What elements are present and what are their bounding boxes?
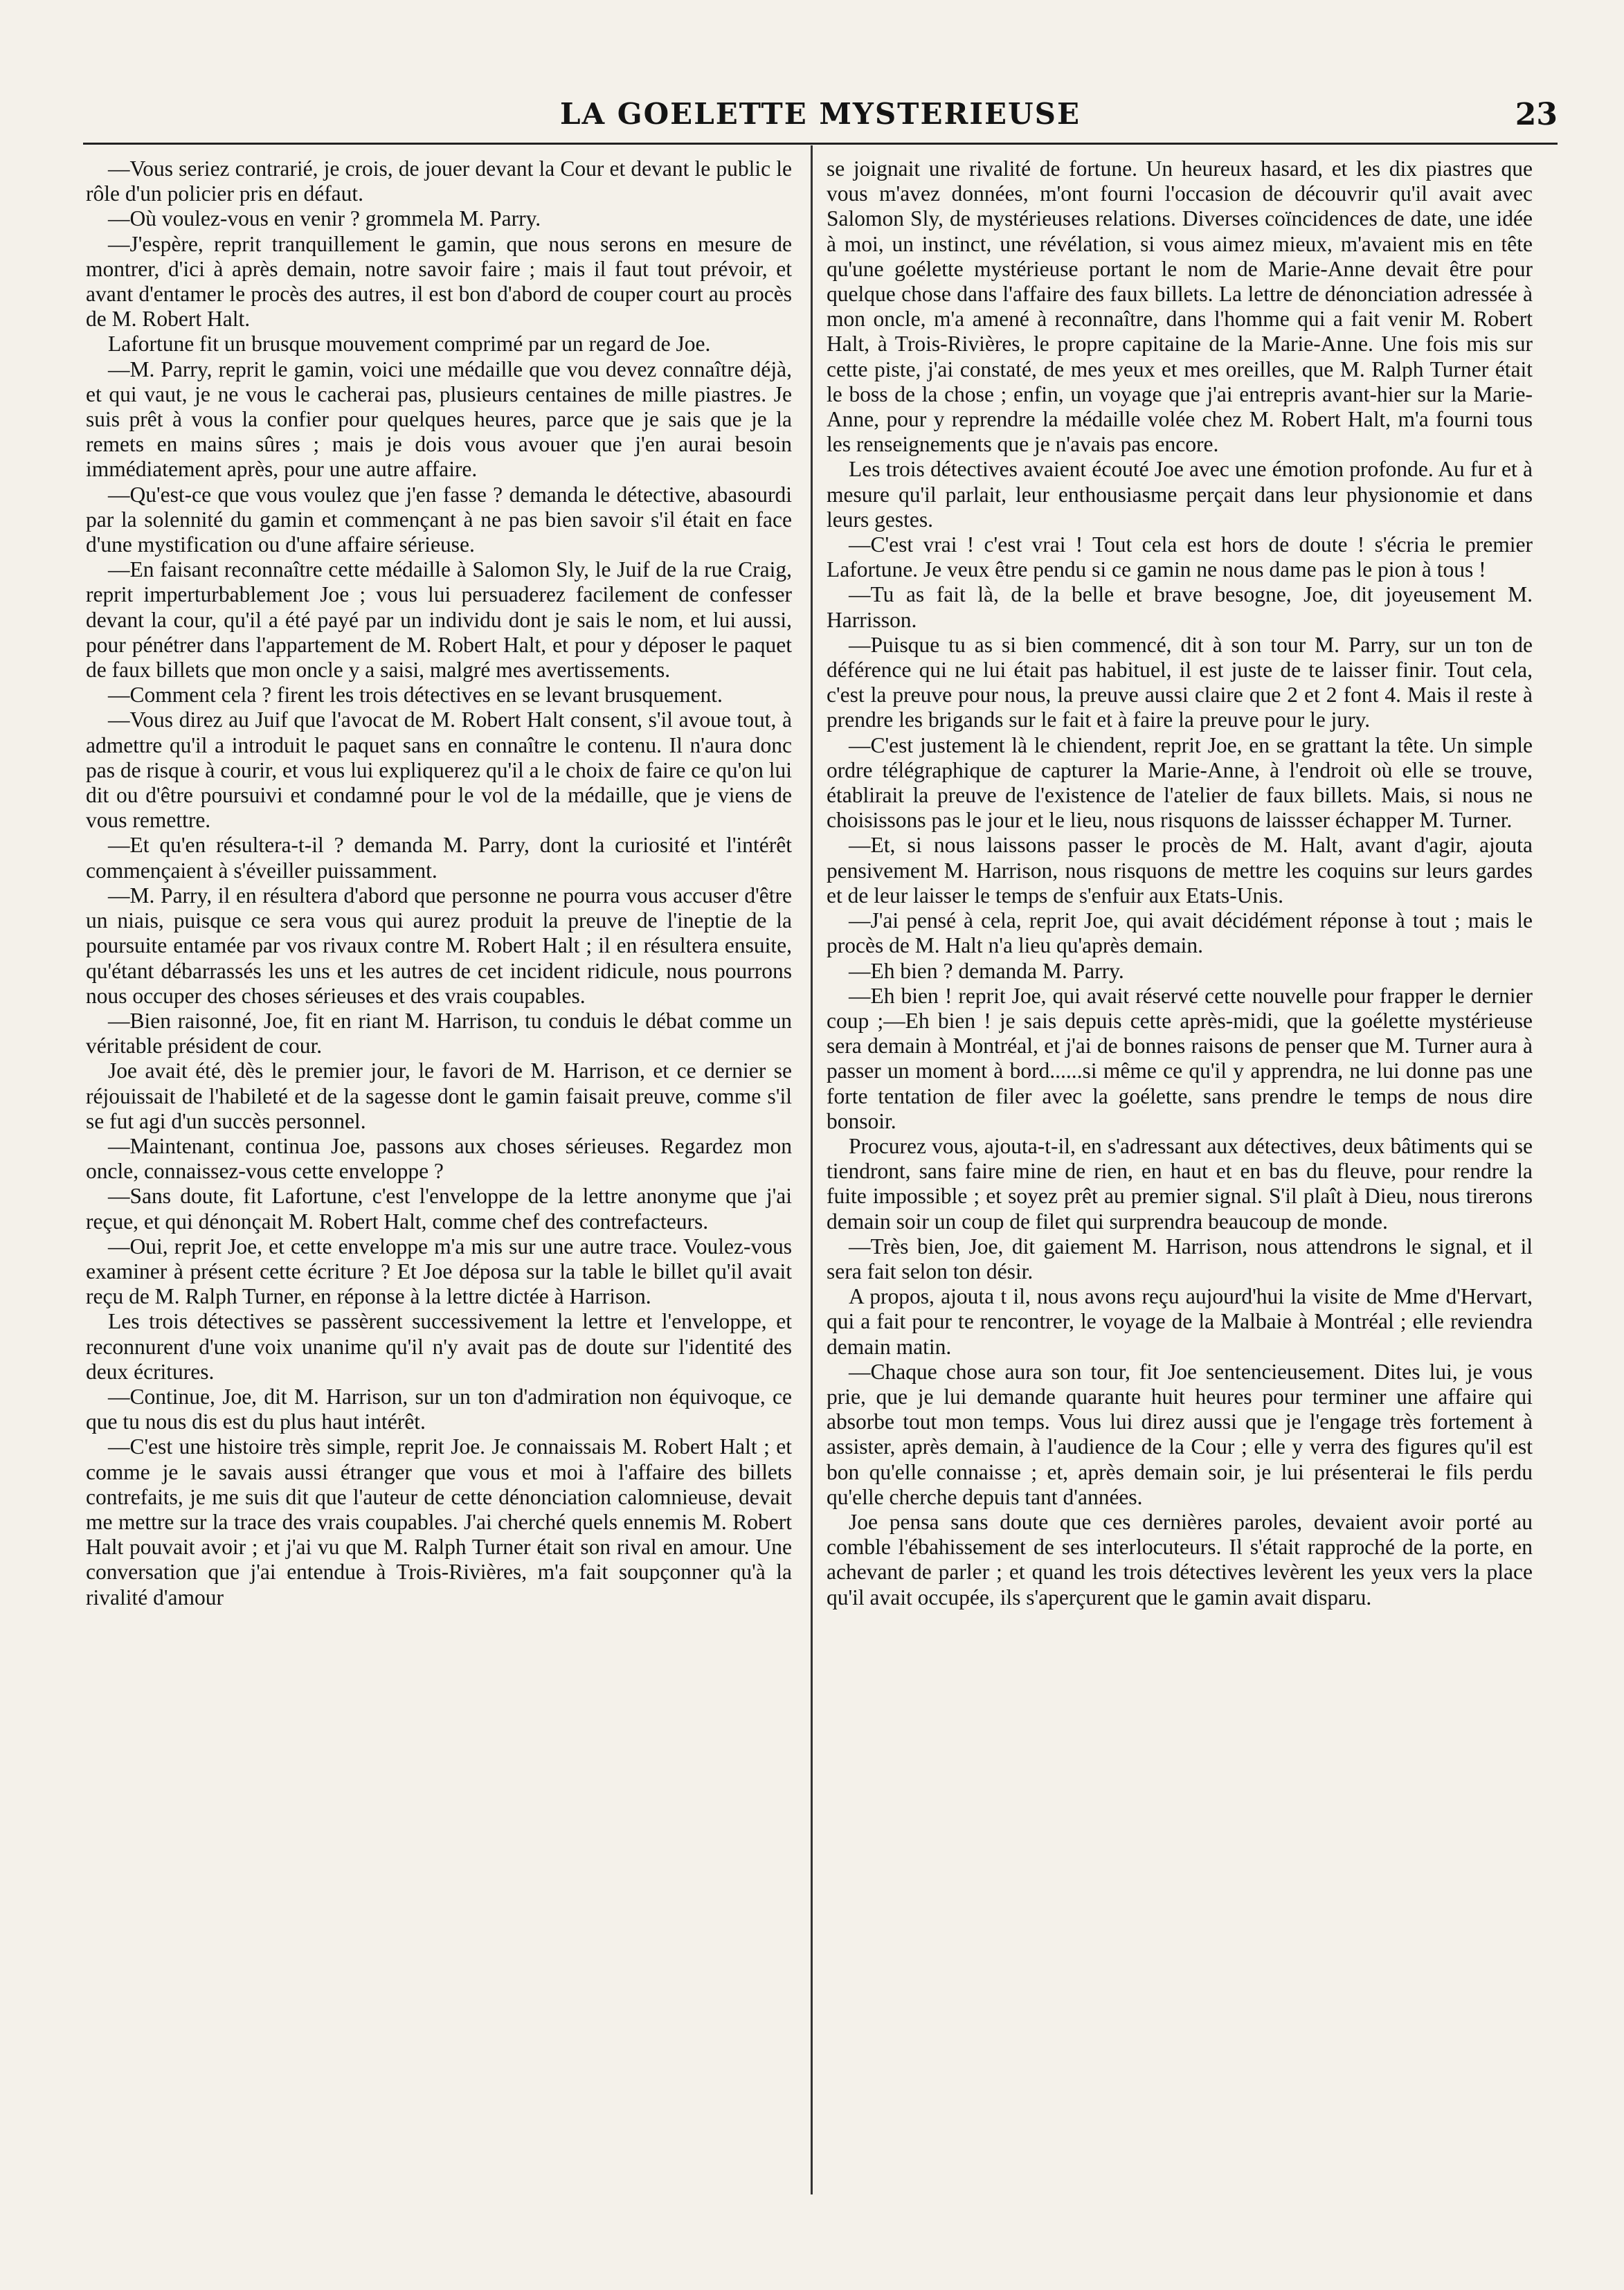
running-title: LA GOELETTE MYSTERIEUSE [559, 97, 1081, 131]
paragraph: —J'ai pensé à cela, reprit Joe, qui avait décidément réponse à tout ; mais le procès de M. Halt n'a lieu qu'après demain. [827, 908, 1533, 958]
paragraph: —M. Parry, reprit le gamin, voici une médaille que vou devez connaître déjà, et qui vaut, je ne vous le cacherai pas, plusieurs centaines de mille piastres. Je suis prêt à vous la confier pour quelques heures, parce que je sais que je la remets en mains sûres ; mais je dois vous avouer que j'en aurai besoin immédiatement après, pour une autre affaire. [86, 357, 792, 482]
paragraph: —Comment cela ? firent les trois détectives en se levant brusquement. [108, 683, 723, 707]
paragraph: —C'est vrai ! c'est vrai ! Tout cela est hors de doute ! s'écria le premier Lafortune. Je veux être pendu si ce gamin ne nous dame pas le pion à tous ! [827, 532, 1533, 582]
paragraph: —C'est une histoire très simple, reprit Joe. Je connaissais M. Robert Halt ; et comme je le savais aussi étranger que vous et moi à l'affaire des billets contrefaits, je me suis dit que l'auteur de cette dénonciation calomnieuse, devait me mettre sur la trace des vrais coupables. J'ai cherché quels ennemis M. Robert Halt pouvait avoir ; et j'ai vu que M. Ralph Turner était son rival en amour. Une conversation que j'ai entendue à Trois-Rivières, m'a fait soupçonner qu'à la rivalité d'amour [86, 1434, 792, 1610]
header-rule [83, 143, 1558, 145]
paragraph: Joe pensa sans doute que ces dernières paroles, devaient avoir porté au comble l'ébahissement de ses interlocuteurs. Il s'était rapproché de la porte, en achevant de parler ; et quand les trois détectives levèrent les yeux vers la place qu'il avait occupée, ils s'aperçurent que le gamin avait disparu. [827, 1509, 1533, 1610]
paragraph: —J'espère, reprit tranquillement le gamin, que nous serons en mesure de montrer, d'ici à après demain, notre savoir faire ; mais il faut tout prévoir, et avant d'entamer le procès des autres, il est bon d'abord de couper court au procès de M. Robert Halt. [86, 231, 792, 332]
left-column [86, 156, 792, 2199]
paragraph: —Puisque tu as si bien commencé, dit à son tour M. Parry, sur un ton de déférence qui ne lui était pas habituel, il est juste de te laisser finir. Tout cela, c'est la preuve pour nous, la preuve aussi claire que 2 et 2 font 4. Mais il reste à prendre les brigands sur le fait et à faire la preuve pour le jury. [827, 632, 1533, 732]
paragraph: Joe avait été, dès le premier jour, le favori de M. Harrison, et ce dernier se réjouissait de l'habileté et de la sagesse dont le gamin faisait preuve, comme s'il se fut agi d'un succès personnel. [86, 1058, 792, 1133]
paragraph: —Vous direz au Juif que l'avocat de M. Robert Halt consent, s'il avoue tout, à admettre qu'il a introduit le paquet sans en connaître le contenu. Il n'aura donc pas de risque à courir, et vous lui expliquerez qu'il a le choix de faire ce qu'on lui dit ou d'être poursuivi et condamné pour le vol de la médaille, que je viens de vous remettre. [86, 707, 792, 833]
paragraph: —Maintenant, continua Joe, passons aux choses sérieuses. Regardez mon oncle, connaissez-vous cette enveloppe ? [86, 1133, 792, 1184]
paragraph: —Où voulez-vous en venir ? grommela M. Parry. [108, 206, 541, 231]
page-number: 23 [1515, 97, 1558, 132]
right-column [827, 156, 1533, 2199]
paragraph: se joignait une rivalité de fortune. Un heureux hasard, et les dix piastres que vous m'avez données, m'ont fourni l'occasion de découvrir qu'il avait avec Salomon Sly, de mystérieuses relations. Diverses coïncidences de date, une idée à moi, un instinct, une révélation, si vous aimez mieux, m'avaient mis en tête qu'une goélette mystérieuse portant le nom de Marie-Anne devait être pour quelque chose dans l'affaire des faux billets. La lettre de dénonciation adressée à mon oncle, m'a amené à reconnaître, dans l'homme qui a fait venir M. Robert Halt, à Trois-Rivières, le propre capitaine de la Marie-Anne. Une fois mis sur cette piste, j'ai constaté, de mes yeux et mes oreilles, que M. Ralph Turner était le boss de la chose ; enfin, un voyage que j'ai entrepris avant-hier sur la Marie-Anne, pour y reprendre la médaille volée chez M. Robert Halt, m'a fourni tous les renseignements que je n'avais pas encore. [827, 156, 1533, 457]
paragraph: —Tu as fait là, de la belle et brave besogne, Joe, dit joyeusement M. Harrisson. [827, 582, 1533, 632]
page-header [83, 97, 1558, 138]
paragraph: —Eh bien ? demanda M. Parry. [849, 958, 1124, 983]
paragraph: —Et, si nous laissons passer le procès de M. Halt, avant d'agir, ajouta pensivement M. Harrison, nous risquons de mettre les coquins sur leurs gardes et de leur laisser le temps de s'enfuir aux Etats-Unis. [827, 833, 1533, 908]
paragraph: Procurez vous, ajouta-t-il, en s'adressant aux détectives, deux bâtiments qui se tiendront, sans faire mine de rien, en haut et en bas du fleuve, pour rendre la fuite impossible ; et soyez prêt au premier signal. S'il plaît à Dieu, nous tirerons demain soir un coup de filet qui surprendra beaucoup de monde. [827, 1133, 1533, 1234]
paragraph: Les trois détectives avaient écouté Joe avec une émotion profonde. Au fur et à mesure qu'il parlait, leur enthousiasme perçait dans leur physionomie et dans leurs gestes. [827, 457, 1533, 532]
paragraph: —En faisant reconnaître cette médaille à Salomon Sly, le Juif de la rue Craig, reprit imperturbablement Joe ; vous lui persuaderez facilement de confesser devant la cour, qu'il a été payé par un individu dont je sais le nom, et lui aussi, pour pénétrer dans l'appartement de M. Robert Halt, et pour y déposer le paquet de faux billets que mon oncle y a saisi, malgré mes avertissements. [86, 557, 792, 683]
paragraph: —M. Parry, il en résultera d'abord que personne ne pourra vous accuser d'être un niais, puisque ce sera vous qui aurez produit la preuve de l'ineptie de la poursuite entamée par vos rivaux contre M. Robert Halt ; il en résultera ensuite, qu'étant débarrassés les uns et les autres de cet incident ridicule, nous pourrons nous occuper des choses sérieuses et des vrais coupables. [86, 883, 792, 1008]
paragraph: —Très bien, Joe, dit gaiement M. Harrison, nous attendrons le signal, et il sera fait selon ton désir. [827, 1234, 1533, 1283]
paragraph: —Vous seriez contrarié, je crois, de jouer devant la Cour et devant le public le rôle d'un policier pris en défaut. [86, 156, 792, 206]
column-divider [811, 145, 813, 2194]
paragraph: —Oui, reprit Joe, et cette enveloppe m'a mis sur une autre trace. Voulez-vous examiner à présent cette écriture ? Et Joe déposa sur la table le billet qu'il avait reçu de M. Ralph Turner, en réponse à la lettre dictée à Harrison. [86, 1234, 792, 1309]
paragraph: —C'est justement là le chiendent, reprit Joe, en se grattant la tête. Un simple ordre télégraphique de capturer la Marie-Anne, à l'endroit où elle se trouve, établirait la preuve de l'existence de l'atelier de faux billets. Mais, si nous ne choisissons pas le jour et le lieu, nous risquons de laissser échapper M. Turner. [827, 732, 1533, 833]
paragraph: —Sans doute, fit Lafortune, c'est l'enveloppe de la lettre anonyme que j'ai reçue, et qui dénonçait M. Robert Halt, comme chef des contrefacteurs. [86, 1184, 792, 1234]
paragraph: Lafortune fit un brusque mouvement comprimé par un regard de Joe. [108, 332, 711, 357]
paragraph: —Continue, Joe, dit M. Harrison, sur un ton d'admiration non équivoque, ce que tu nous dis est du plus haut intérêt. [86, 1384, 792, 1434]
paragraph: A propos, ajouta t il, nous avons reçu aujourd'hui la visite de Mme d'Hervart, qui a fait pour te rencontrer, le voyage de la Malbaie à Montréal ; elle reviendra demain matin. [827, 1284, 1533, 1359]
paragraph: —Qu'est-ce que vous voulez que j'en fasse ? demanda le détective, abasourdi par la solennité du gamin et commençant à ne pas bien savoir s'il était en face d'une mystification ou d'une affaire sérieuse. [86, 482, 792, 557]
paragraph: —Eh bien ! reprit Joe, qui avait réservé cette nouvelle pour frapper le dernier coup ;—Eh bien ! je sais depuis cette après-midi, que la goélette mystérieuse sera demain à Montréal, et j'ai de bonnes raisons de penser que M. Turner aura à passer un moment à bord......si même ce qu'il y apprendra, ne lui donne pas une forte tentation de filer avec la goélette, sans prendre le temps de nous dire bonsoir. [827, 983, 1533, 1133]
paragraph: —Chaque chose aura son tour, fit Joe sentencieusement. Dites lui, je vous prie, que je lui demande quarante huit heures pour terminer une affaire qui absorbe tout mon temps. Vous lui direz aussi que je l'engage très fortement à assister, après demain, à l'audience de la Cour ; elle y verra des figures qu'il est bon qu'elle connaisse ; et, après demain soir, je lui présenterai le fils perdu qu'elle cherche depuis tant d'années. [827, 1359, 1533, 1509]
paragraph: Les trois détectives se passèrent successivement la lettre et l'enveloppe, et reconnurent d'une voix unanime qu'il n'y avait pas de doute sur l'identité des deux écritures. [86, 1309, 792, 1384]
paragraph: —Bien raisonné, Joe, fit en riant M. Harrison, tu conduis le débat comme un véritable président de cour. [86, 1008, 792, 1058]
paragraph: —Et qu'en résultera-t-il ? demanda M. Parry, dont la curiosité et l'intérêt commençaient à s'éveiller puissamment. [86, 833, 792, 883]
